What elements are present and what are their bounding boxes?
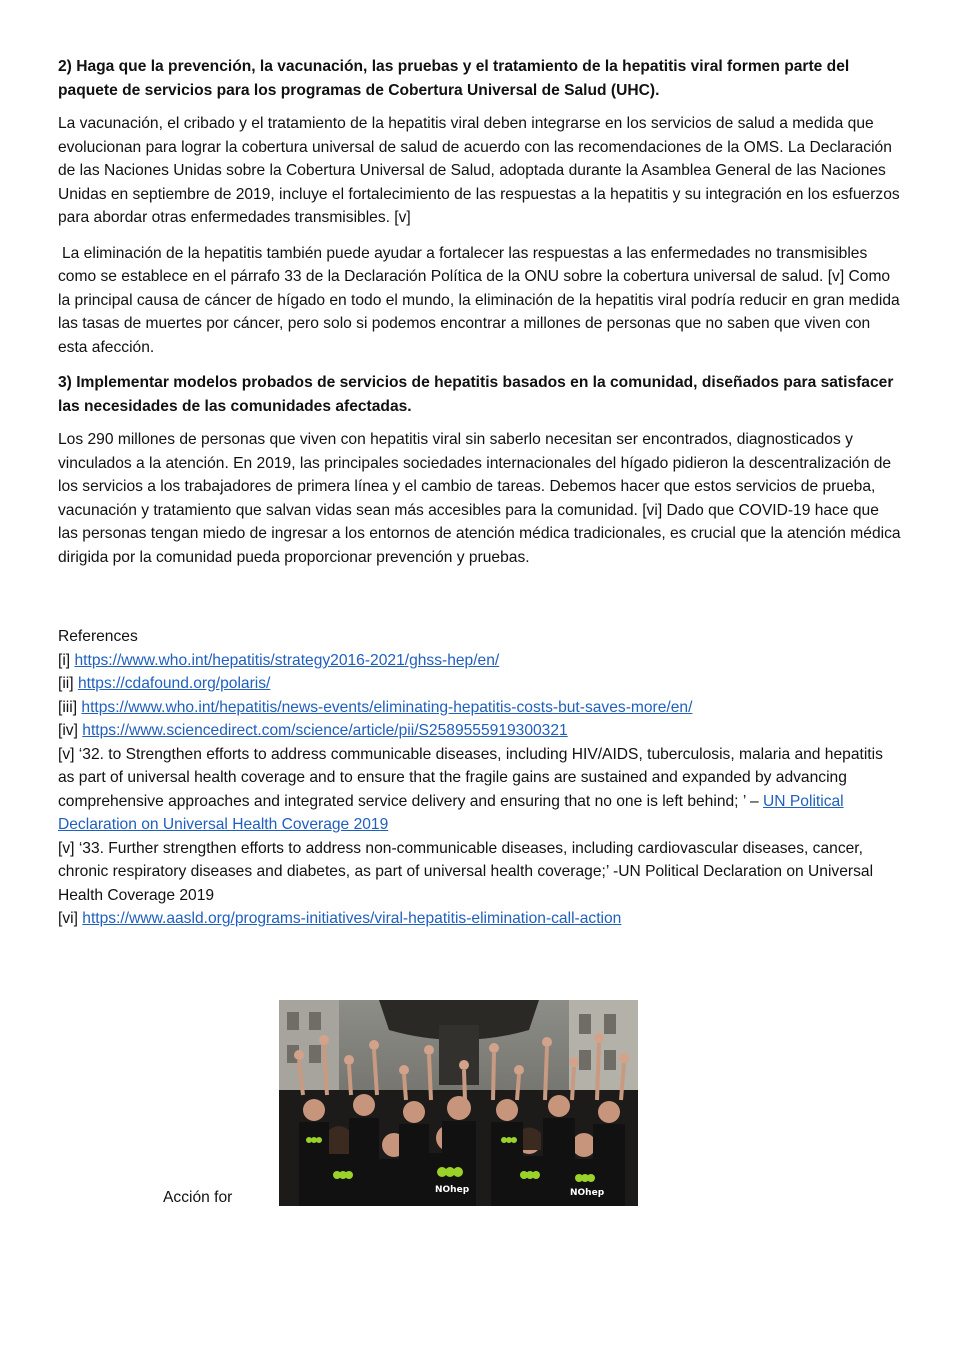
reference-ii <box>58 672 903 696</box>
reference-v-32-text: ‘32. to Strengthen efforts to address communicable diseases, including HIV/AIDS, tuberculosis, malaria and hepatitis as part of universal health coverage and to ensure that the fragile gains are sustained and expanded by advancing comprehensive approaches and integrated service delivery and ensuring that no one is left behind; ’ – <box>58 745 883 810</box>
reference-tag: [v] <box>58 745 75 763</box>
reference-v-32 <box>58 743 903 837</box>
section-2-heading: 2) Haga que la prevención, la vacunación, las pruebas y el tratamiento de la hepatitis viral formen parte del paquete de servicios para los programas de Cobertura Universal de Salud (UHC). <box>58 58 850 99</box>
reference-i <box>58 649 903 673</box>
document-body <box>58 55 903 581</box>
reference-v-32-link[interactable]: UN Political Declaration on Universal Health Coverage 2019 <box>58 792 844 833</box>
reference-v-33-text: ‘33. Further strengthen efforts to address non-communicable diseases, including cardiovascular diseases, cancer, chronic respiratory diseases and diabetes, as part of universal health coverage;’ -UN Political Declaration on Universal Health Coverage 2019 <box>58 839 874 904</box>
section-3-paragraph-1: Los 290 millones de personas que viven con hepatitis viral sin saberlo necesitan ser encontrados, diagnosticados y vinculados a la atención. En 2019, las principales sociedades internacionales del hígado pidieron la descentralización de los servicios a los trabajadores de primera línea y el cambio de tareas. Debemos hacer que estos servicios de prueba, vacunación y tratamiento que salvan vidas sean más accesibles para la comunidad. [vi] Dado que COVID-19 hace que las personas tengan miedo de ingresar a los entornos de atención médica tradicionales, es crucial que la atención médica dirigida por la comunidad pueda proporcionar prevención y pruebas. <box>58 431 901 566</box>
nohep-rally-photo <box>279 1000 638 1206</box>
reference-iv <box>58 719 903 743</box>
shirt-logo-text: NOhep <box>570 1188 605 1198</box>
reference-vi-link[interactable]: https://www.aasld.org/programs-initiatives/viral-hepatitis-elimination-call-action <box>82 910 622 927</box>
reference-tag: [iii] <box>58 698 78 716</box>
reference-tag: [v] <box>58 839 75 857</box>
reference-iv-link[interactable]: https://www.sciencedirect.com/science/article/pii/S2589555919300321 <box>82 722 568 739</box>
reference-tag: [ii] <box>58 675 74 692</box>
reference-ii-link[interactable]: https://cdafound.org/polaris/ <box>77 675 271 692</box>
reference-iii <box>58 696 903 720</box>
reference-i-link[interactable]: https://www.who.int/hepatitis/strategy2016-2021/ghss-hep/en/ <box>74 651 500 669</box>
reference-tag: [vi] <box>58 910 78 927</box>
reference-tag: [iv] <box>58 722 78 739</box>
photo-caption: Acción for <box>163 1189 233 1206</box>
reference-v-33 <box>58 837 903 908</box>
references-section <box>58 625 903 931</box>
reference-vi <box>58 907 903 931</box>
reference-iii-link[interactable]: https://www.who.int/hepatitis/news-events/eliminating-hepatitis-costs-but-saves-more/en/ <box>81 698 693 716</box>
references-title: References <box>58 628 138 645</box>
section-3-heading: 3) Implementar modelos probados de servicios de hepatitis basados en la comunidad, diseñados para satisfacer las necesidades de las comunidades afectadas. <box>58 374 894 415</box>
section-2-paragraph-1: La vacunación, el cribado y el tratamiento de la hepatitis viral deben integrarse en los servicios de salud a medida que evolucionan para lograr la cobertura universal de salud de acuerdo con las recomendaciones de la OMS. La Declaración de las Naciones Unidas sobre la Cobertura Universal de Salud, adoptada durante la Asamblea General de las Naciones Unidas en septiembre de 2019, incluye el fortalecimiento de las respuestas a la hepatitis y su integración en los esfuerzos para abordar otras enfermedades transmisibles. [v] <box>58 115 900 226</box>
reference-tag: [i] <box>58 651 71 669</box>
shirt-logo-text: NOhep <box>435 1185 470 1195</box>
section-2-paragraph-2: La eliminación de la hepatitis también puede ayudar a fortalecer las respuestas a las enfermedades no transmisibles como se establece en el párrafo 33 de la Declaración Política de la ONU sobre la cobertura universal de salud. [v] Como la principal causa de cáncer de hígado en todo el mundo, la eliminación de la hepatitis viral podría reducir en gran medida las tasas de muertes por cáncer, pero solo si podemos encontrar a millones de personas que no saben que viven con esta afección. <box>58 244 900 356</box>
